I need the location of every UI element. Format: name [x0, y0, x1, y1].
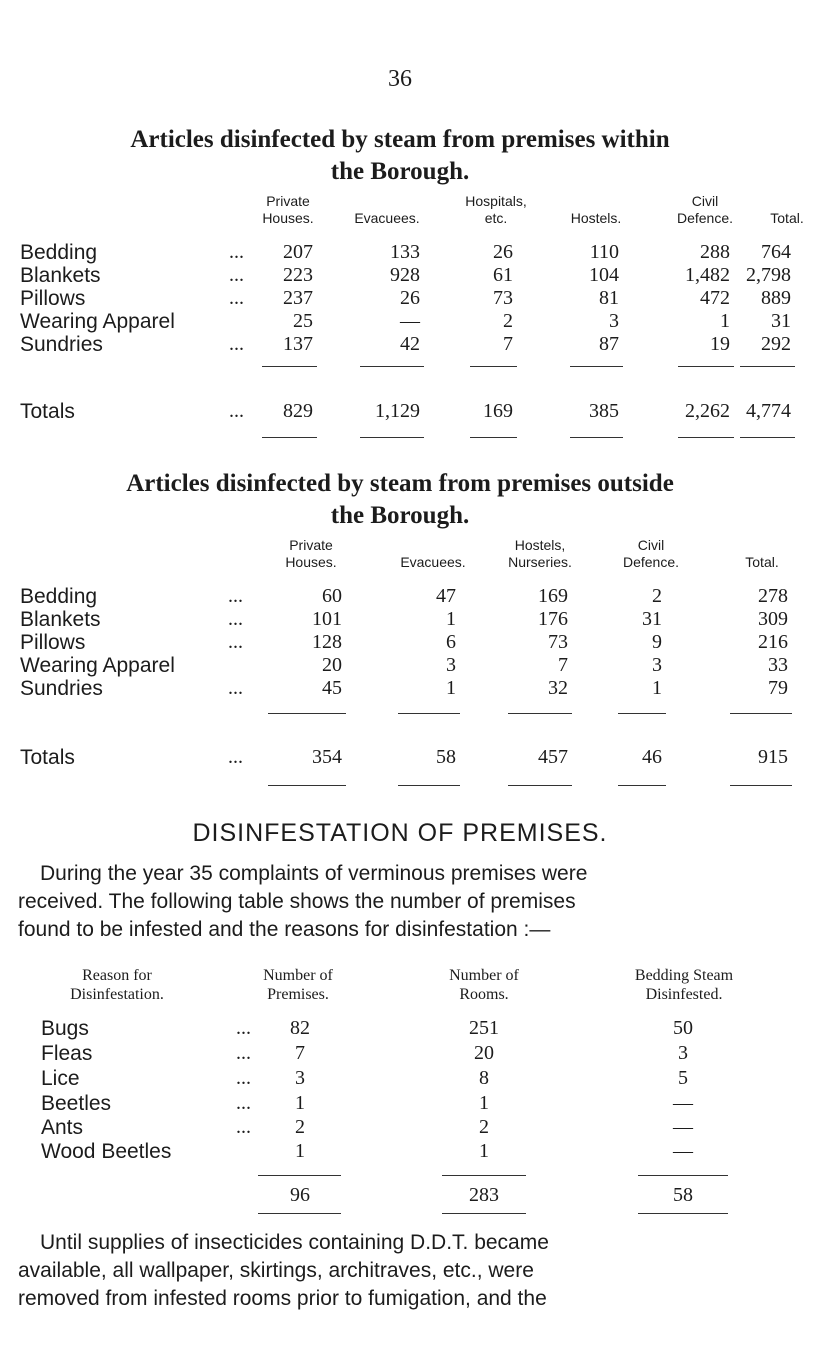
leader-dots: ...: [228, 677, 243, 699]
column-rule: [740, 437, 795, 438]
table-cell: 169: [538, 585, 568, 607]
table2-subtitle: the Borough.: [330, 502, 470, 529]
column-header: Rooms.: [459, 986, 509, 1003]
table-cell: 2: [652, 585, 662, 607]
row-label: Fleas: [41, 1042, 93, 1065]
table-cell: 20: [322, 654, 342, 676]
totals-cell: 46: [642, 746, 662, 768]
intro-line-3: found to be infested and the reasons for disinfestation :—: [18, 918, 551, 941]
table-cell: 764: [761, 241, 791, 263]
table-cell: 33: [768, 654, 788, 676]
table-cell: 3: [652, 654, 662, 676]
table-cell: 19: [710, 333, 730, 355]
totals-cell: 354: [312, 746, 342, 768]
table-cell: 1: [295, 1092, 305, 1114]
table-cell: 20: [474, 1042, 494, 1064]
table-cell: 73: [493, 287, 513, 309]
table2-title: Articles disinfected by steam from premises outside: [126, 470, 674, 497]
table-cell: —: [673, 1092, 693, 1114]
table-cell: 3: [609, 310, 619, 332]
table-cell: 7: [558, 654, 568, 676]
table-cell: 110: [589, 241, 619, 263]
table-cell: 60: [322, 585, 342, 607]
table-cell: —: [673, 1116, 693, 1138]
table-cell: 288: [700, 241, 730, 263]
column-header: Bedding Steam: [634, 967, 734, 984]
table-cell: 79: [768, 677, 788, 699]
row-label: Wearing Apparel: [20, 654, 175, 677]
totals-label: Totals: [20, 400, 75, 423]
leader-dots: ...: [236, 1116, 251, 1138]
leader-dots: ...: [228, 608, 243, 630]
row-label: Wearing Apparel: [20, 310, 175, 333]
leader-dots: ...: [229, 400, 244, 422]
totals-cell: 283: [469, 1184, 499, 1206]
table-cell: 1: [720, 310, 730, 332]
row-label: Bedding: [20, 585, 98, 608]
table-cell: 3: [446, 654, 456, 676]
column-header: Nurseries.: [508, 554, 572, 570]
table-cell: 61: [493, 264, 513, 286]
table-cell: 1,482: [685, 264, 730, 286]
column-header: Evacuees.: [354, 210, 420, 226]
column-header: Disinfestation.: [70, 986, 164, 1003]
column-rule: [268, 713, 346, 714]
totals-cell: 1,129: [375, 400, 420, 422]
table-cell: 101: [312, 608, 342, 630]
totals-label: Totals: [20, 746, 75, 769]
table-cell: 2: [503, 310, 513, 332]
table-cell: 9: [652, 631, 662, 653]
column-rule: [570, 366, 623, 367]
table-cell: 32: [548, 677, 568, 699]
table-cell: 81: [599, 287, 619, 309]
leader-dots: ...: [229, 333, 244, 355]
table-cell: 1: [479, 1092, 489, 1114]
column-rule: [470, 366, 517, 367]
column-header: etc.: [484, 210, 508, 226]
row-label: Sundries: [20, 333, 103, 356]
column-rule: [360, 437, 424, 438]
column-rule: [730, 713, 792, 714]
table-cell: 2: [479, 1116, 489, 1138]
disinfestation-heading: DISINFESTATION OF PREMISES.: [192, 819, 608, 847]
table1-subtitle: the Borough.: [330, 158, 470, 185]
totals-cell: 385: [589, 400, 619, 422]
column-rule: [258, 1175, 341, 1176]
totals-cell: 829: [283, 400, 313, 422]
table-cell: 42: [400, 333, 420, 355]
row-label: Lice: [41, 1067, 80, 1090]
table-cell: 5: [678, 1067, 688, 1089]
table-cell: 1: [479, 1140, 489, 1162]
table-cell: 216: [758, 631, 788, 653]
column-rule: [638, 1175, 728, 1176]
table-cell: 82: [290, 1017, 310, 1039]
column-header: Private: [289, 537, 333, 553]
table-cell: 1: [295, 1140, 305, 1162]
row-label: Beetles: [41, 1092, 112, 1115]
table-cell: 3: [295, 1067, 305, 1089]
row-label: Wood Beetles: [41, 1140, 172, 1163]
column-header: Hostels,: [514, 537, 566, 553]
totals-cell: 915: [758, 746, 788, 768]
table-cell: 137: [283, 333, 313, 355]
column-rule: [618, 785, 666, 786]
table-cell: 50: [673, 1017, 693, 1039]
totals-cell: 2,262: [685, 400, 730, 422]
leader-dots: ...: [228, 585, 243, 607]
leader-dots: ...: [236, 1067, 251, 1089]
column-rule: [618, 713, 666, 714]
totals-cell: 169: [483, 400, 513, 422]
column-header: Houses.: [262, 210, 314, 226]
page-number: 36: [388, 66, 412, 92]
column-header: Evacuees.: [400, 554, 466, 570]
table-cell: 6: [446, 631, 456, 653]
table-cell: 87: [599, 333, 619, 355]
table-cell: 278: [758, 585, 788, 607]
column-rule: [398, 713, 460, 714]
closing-line-2: available, all wallpaper, skirtings, architraves, etc., were: [18, 1259, 534, 1282]
leader-dots: ...: [229, 264, 244, 286]
table-cell: 73: [548, 631, 568, 653]
row-label: Pillows: [20, 287, 86, 310]
row-label: Ants: [41, 1116, 84, 1139]
table-cell: 45: [322, 677, 342, 699]
column-rule: [730, 785, 792, 786]
table-cell: 133: [390, 241, 420, 263]
table-cell: 472: [700, 287, 730, 309]
table-cell: 25: [293, 310, 313, 332]
table-cell: 176: [538, 608, 568, 630]
column-header: Hostels.: [570, 210, 622, 226]
column-header: Total.: [770, 210, 804, 226]
row-label: Sundries: [20, 677, 103, 700]
column-rule: [508, 713, 572, 714]
table-cell: 128: [312, 631, 342, 653]
table-cell: 8: [479, 1067, 489, 1089]
column-rule: [508, 785, 572, 786]
row-label: Pillows: [20, 631, 86, 654]
table-cell: 928: [390, 264, 420, 286]
row-label: Blankets: [20, 608, 101, 631]
column-header: Disinfested.: [645, 986, 723, 1003]
column-header: Number of: [449, 967, 519, 984]
table-cell: 292: [761, 333, 791, 355]
column-header: Premises.: [267, 986, 329, 1003]
table-cell: 251: [469, 1017, 499, 1039]
column-header: Hospitals,: [465, 193, 527, 209]
totals-cell: 96: [290, 1184, 310, 1206]
table-cell: 1: [446, 608, 456, 630]
column-header: Reason for: [82, 967, 152, 984]
leader-dots: ...: [236, 1017, 251, 1039]
table-cell: 2,798: [746, 264, 791, 286]
table-cell: 26: [493, 241, 513, 263]
column-rule: [442, 1213, 526, 1214]
intro-line-2: received. The following table shows the number of premises: [18, 890, 576, 913]
table-cell: 2: [295, 1116, 305, 1138]
leader-dots: ...: [229, 241, 244, 263]
table-cell: 104: [589, 264, 619, 286]
closing-line-1: Until supplies of insecticides containing D.D.T. became: [40, 1231, 549, 1254]
table-cell: 207: [283, 241, 313, 263]
table-cell: 7: [503, 333, 513, 355]
column-rule: [360, 366, 424, 367]
column-header: Total.: [745, 554, 779, 570]
row-label: Bugs: [41, 1017, 89, 1040]
table-cell: 7: [295, 1042, 305, 1064]
column-rule: [442, 1175, 526, 1176]
leader-dots: ...: [228, 746, 243, 768]
column-header: Private: [266, 193, 310, 209]
table-cell: —: [400, 310, 420, 332]
column-rule: [268, 785, 346, 786]
intro-line-1: During the year 35 complaints of verminous premises were: [40, 862, 588, 885]
column-header: Houses.: [285, 554, 337, 570]
column-header: Civil: [691, 193, 719, 209]
column-rule: [678, 437, 734, 438]
table1-title: Articles disinfected by steam from premises within: [130, 126, 670, 153]
table-cell: 31: [642, 608, 662, 630]
totals-cell: 58: [436, 746, 456, 768]
column-rule: [470, 437, 517, 438]
totals-cell: 457: [538, 746, 568, 768]
column-rule: [740, 366, 795, 367]
column-header: Number of: [263, 967, 333, 984]
column-rule: [570, 437, 623, 438]
totals-cell: 58: [673, 1184, 693, 1206]
row-label: Blankets: [20, 264, 101, 287]
table-cell: 1: [652, 677, 662, 699]
leader-dots: ...: [229, 287, 244, 309]
closing-line-3: removed from infested rooms prior to fumigation, and the: [18, 1287, 547, 1310]
table-cell: 3: [678, 1042, 688, 1064]
column-rule: [638, 1213, 728, 1214]
table-cell: 309: [758, 608, 788, 630]
table-cell: 47: [436, 585, 456, 607]
column-rule: [262, 366, 317, 367]
table-cell: 223: [283, 264, 313, 286]
table-cell: 889: [761, 287, 791, 309]
column-header: Civil: [637, 537, 665, 553]
column-rule: [262, 437, 317, 438]
leader-dots: ...: [236, 1092, 251, 1114]
row-label: Bedding: [20, 241, 98, 264]
table-cell: 26: [400, 287, 420, 309]
leader-dots: ...: [236, 1042, 251, 1064]
totals-cell: 4,774: [746, 400, 791, 422]
table-cell: 31: [771, 310, 791, 332]
leader-dots: ...: [228, 631, 243, 653]
column-rule: [258, 1213, 341, 1214]
column-header: Defence.: [676, 210, 734, 226]
column-rule: [398, 785, 460, 786]
column-header: Defence.: [622, 554, 680, 570]
table-cell: 1: [446, 677, 456, 699]
column-rule: [678, 366, 734, 367]
table-cell: —: [673, 1140, 693, 1162]
table-cell: 237: [283, 287, 313, 309]
